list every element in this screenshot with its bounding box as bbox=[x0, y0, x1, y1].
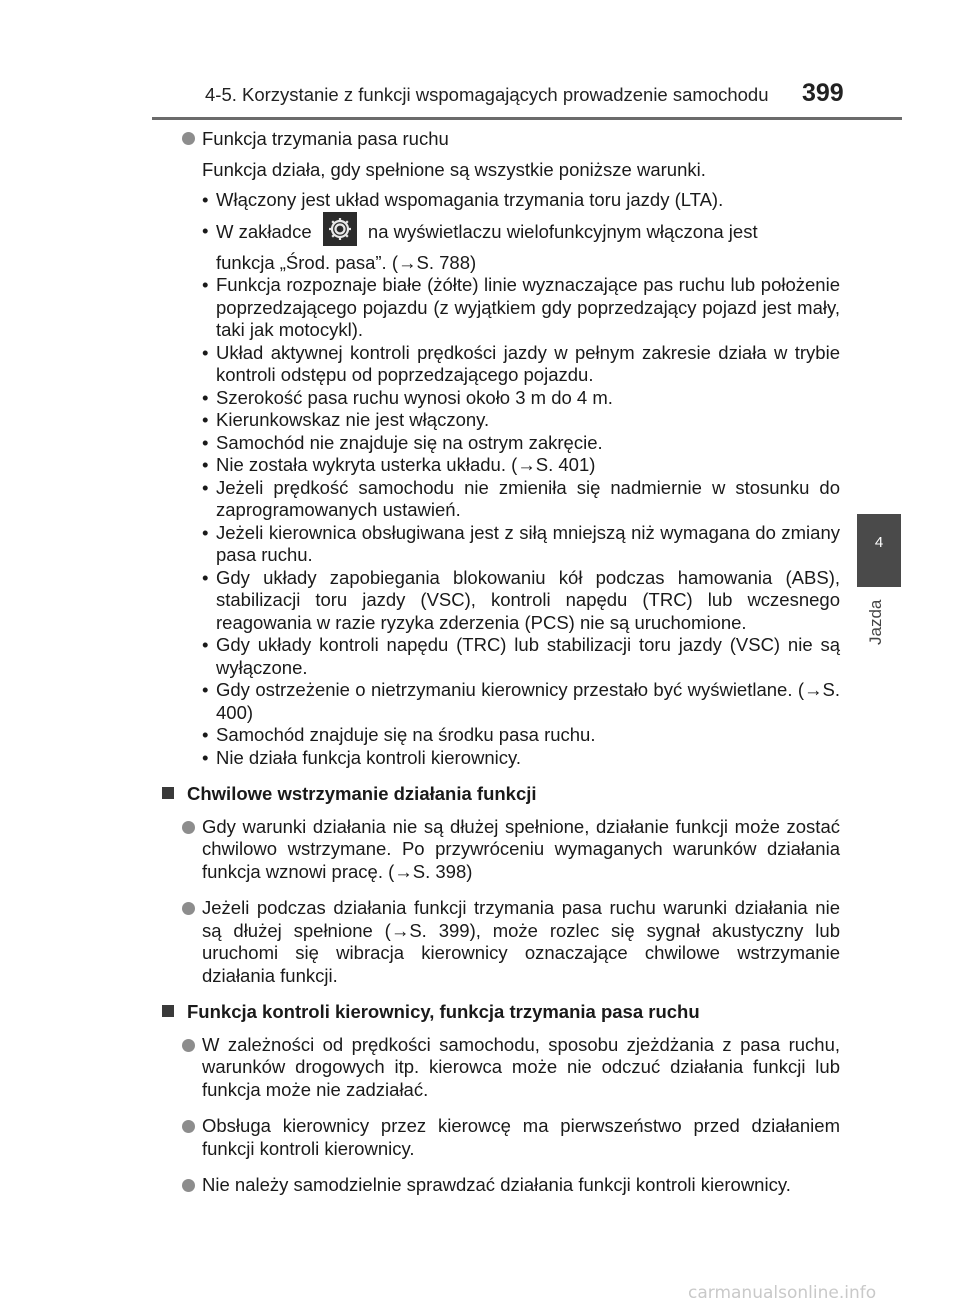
bullet-dot: • bbox=[202, 476, 209, 498]
list-item bbox=[202, 567, 840, 635]
list-item bbox=[202, 387, 840, 410]
list-item-text: Gdy układy kontroli napędu (TRC) lub stabilizacji toru jazdy (VSC) nie są wyłączone. bbox=[216, 634, 840, 678]
list-item-text: Funkcja rozpoznaje białe (żółte) linie wyznaczające pas ruchu lub położenie poprzedzającego pojazdu (z wyjątkiem gdy poprzedzający pojazd jest mały, taki jak motocykl). bbox=[216, 274, 840, 340]
page-header-title: 4-5. Korzystanie z funkcji wspomagających prowadzenie samochodu bbox=[205, 84, 769, 105]
bullet-dot: • bbox=[202, 409, 209, 430]
list-item-text: Jeżeli kierownica obsługiwana jest z siłą mniejszą niż wymagana do zmiany pasa ruchu. bbox=[216, 521, 840, 565]
page-number: 399 bbox=[802, 79, 844, 107]
list-item-text: Kierunkowskaz nie jest włączony. bbox=[216, 409, 490, 430]
bullet-dot: • bbox=[202, 219, 209, 241]
list-item bbox=[202, 477, 840, 522]
bullet-dot: • bbox=[202, 431, 209, 453]
list-item-text: Nie została wykryta usterka układu. (→S. 401) bbox=[216, 454, 596, 475]
paragraph-text: Jeżeli podczas działania funkcji trzymania pasa ruchu warunki działania nie są dłużej spełnione (→S. 399), może rozlec się sygnał akustyczny lub uruchomi się wibracja kierownicy oznaczające chwilowe wstrzymanie działania funkcji. bbox=[202, 897, 840, 986]
gear-icon bbox=[323, 212, 357, 246]
bullet-dot: • bbox=[202, 566, 209, 588]
square-marker bbox=[162, 1005, 174, 1017]
list-item bbox=[202, 274, 840, 342]
bullet-dot: • bbox=[202, 746, 209, 768]
section-intro: Funkcja działa, gdy spełnione są wszystkie poniższe warunki. bbox=[202, 158, 706, 180]
list-item bbox=[202, 342, 840, 387]
section-title: Funkcja trzymania pasa ruchu bbox=[202, 128, 449, 149]
square-marker bbox=[162, 787, 174, 799]
list-item bbox=[202, 409, 840, 432]
list-item-text: Układ aktywnej kontroli prędkości jazdy w pełnym zakresie działa w trybie kontroli odstępu od poprzedzającego pojazdu. bbox=[216, 341, 840, 385]
paragraph-text: Gdy warunki działania nie są dłużej spełnione, działanie funkcji może zostać chwilowo wstrzymane. Po przywróceniu wymaganych warunków działania funkcja wznowi pracę. (→S. 398) bbox=[202, 815, 840, 882]
bullet-dot: • bbox=[202, 386, 209, 408]
list-item-text: Samochód nie znajduje się na ostrym zakręcie. bbox=[216, 431, 603, 453]
chapter-tab[interactable] bbox=[857, 514, 901, 587]
chapter-tab-label: Jazda bbox=[866, 599, 885, 645]
round-bullet bbox=[182, 132, 195, 145]
list-item-text: Gdy układy zapobiegania blokowaniu kół podczas hamowania (ABS), stabilizacji toru jazdy (VSC), kontroli napędu (TRC) lub wczesnego reagowania w razie ryzyka zderzenia (PCS) nie są uruchomione. bbox=[216, 566, 840, 633]
section-title: Funkcja kontroli kierownicy, funkcja trzymania pasa ruchu bbox=[187, 1001, 700, 1022]
page-content bbox=[160, 128, 840, 1211]
bullet-dot: • bbox=[202, 341, 209, 363]
list-item bbox=[202, 220, 840, 246]
bullet-dot: • bbox=[202, 454, 209, 475]
round-bullet bbox=[182, 1179, 195, 1192]
round-bullet bbox=[182, 1120, 195, 1133]
chapter-tab-number: 4 bbox=[874, 534, 884, 551]
list-item bbox=[202, 747, 840, 770]
list-item-text: funkcja „Środ. pasa”. (→S. 788) bbox=[216, 251, 477, 273]
list-item bbox=[202, 634, 840, 679]
watermark: carmanualsonline.info bbox=[688, 1283, 877, 1303]
list-item bbox=[202, 522, 840, 567]
paragraph-text: Nie należy samodzielnie sprawdzać działania funkcji kontroli kierownicy. bbox=[202, 1174, 791, 1195]
bullet-dot: • bbox=[202, 274, 209, 295]
section-heading bbox=[160, 783, 840, 806]
round-bullet bbox=[182, 821, 195, 834]
list-item-text: Szerokość pasa ruchu wynosi około 3 m do 4 m. bbox=[216, 386, 613, 408]
list-item-text: W zakładce bbox=[216, 220, 312, 242]
section-title: Chwilowe wstrzymanie działania funkcji bbox=[187, 783, 537, 804]
paragraph-item bbox=[160, 1034, 840, 1102]
bullet-dot: • bbox=[202, 189, 209, 210]
list-item-continuation bbox=[202, 252, 840, 275]
section-heading bbox=[160, 1001, 840, 1024]
bullet-dot: • bbox=[202, 521, 209, 543]
paragraph-text: Obsługa kierownicy przez kierowcę ma pierwszeństwo przed działaniem funkcji kontroli kierownicy. bbox=[202, 1115, 840, 1159]
list-item bbox=[202, 432, 840, 455]
bullet-dot: • bbox=[202, 724, 209, 745]
list-item-text: Gdy ostrzeżenie o nietrzymaniu kierownicy przestało być wyświetlane. (→S. 400) bbox=[216, 679, 840, 723]
paragraph-text: W zależności od prędkości samochodu, sposobu zjeżdżania z pasa ruchu, warunków drogowych itp. kierowca może nie odczuć działania funkcji lub funkcja może nie zadziałać. bbox=[202, 1033, 840, 1100]
list-item-text: Samochód znajduje się na środku pasa ruchu. bbox=[216, 724, 596, 745]
list-item-text: Nie działa funkcja kontroli kierownicy. bbox=[216, 746, 522, 768]
paragraph-item bbox=[160, 1174, 840, 1197]
list-item bbox=[202, 679, 840, 724]
round-bullet bbox=[182, 902, 195, 915]
list-item bbox=[202, 454, 840, 477]
section-lane-keeping bbox=[160, 128, 840, 151]
paragraph-item bbox=[160, 897, 840, 987]
conditions-list bbox=[202, 189, 840, 769]
paragraph-item bbox=[160, 816, 840, 884]
list-item bbox=[202, 189, 840, 212]
paragraph-item bbox=[160, 1115, 840, 1160]
list-item bbox=[202, 724, 840, 747]
bullet-dot: • bbox=[202, 679, 209, 700]
bullet-dot: • bbox=[202, 634, 209, 655]
header-rule bbox=[152, 117, 902, 120]
round-bullet bbox=[182, 1039, 195, 1052]
list-item-text: Włączony jest układ wspomagania trzymania toru jazdy (LTA). bbox=[216, 189, 724, 210]
list-item-text: Jeżeli prędkość samochodu nie zmieniła się nadmiernie w stosunku do zaprogramowanych ustawień. bbox=[216, 476, 840, 520]
list-item-text: na wyświetlaczu wielofunkcyjnym włączona jest bbox=[367, 220, 758, 242]
